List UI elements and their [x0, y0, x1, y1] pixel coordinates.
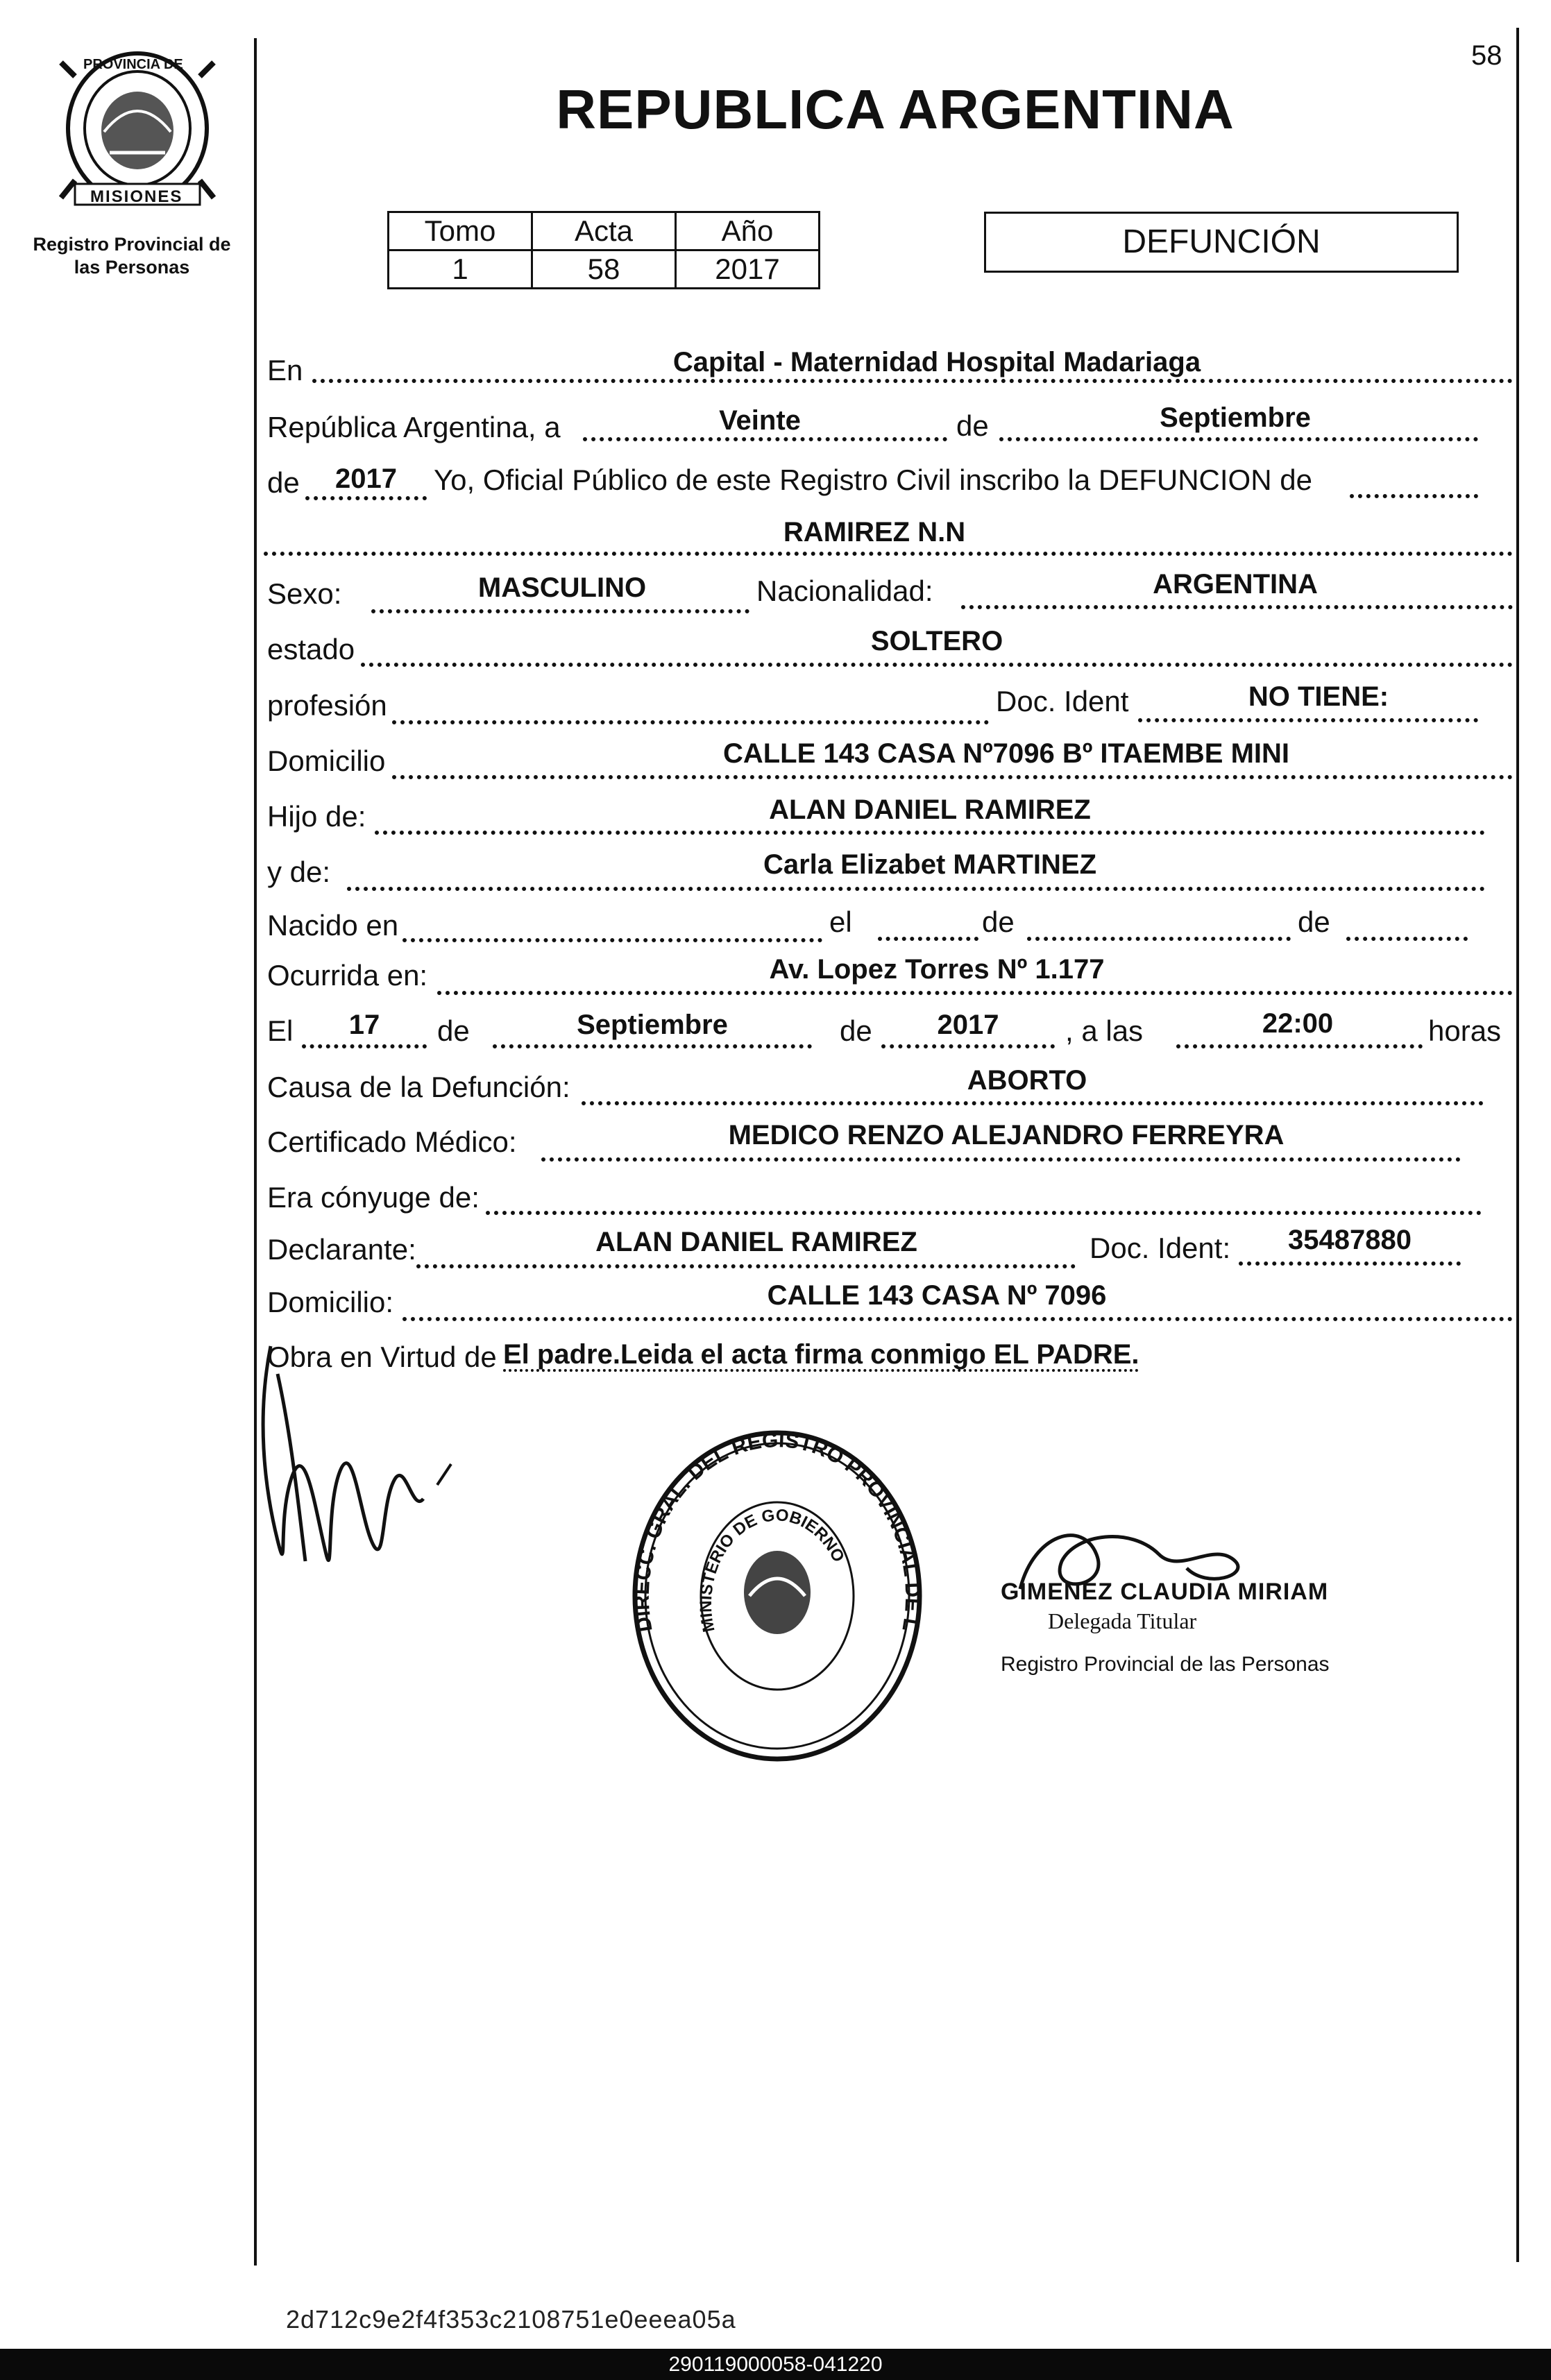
tomo-acta-anio-table — [387, 211, 820, 289]
en-label: En — [267, 354, 303, 386]
dotted-line — [541, 1157, 1461, 1162]
dotted-line — [312, 379, 1513, 383]
el-label: el — [829, 906, 852, 938]
signatory-org: Registro Provincial de las Personas — [1001, 1653, 1330, 1676]
page-title: REPUBLICA ARGENTINA — [556, 78, 1235, 140]
dotted-line — [371, 609, 749, 613]
ocurrida-value: Av. Lopez Torres Nº 1.177 — [769, 954, 1105, 985]
handwritten-signature-left — [250, 1332, 472, 1596]
dotted-line — [305, 496, 427, 500]
el-cap-label: El — [267, 1014, 294, 1047]
y-de-label: y de: — [267, 856, 331, 888]
hijo-label: Hijo de: — [267, 800, 366, 833]
oficial-text: Yo, Oficial Público de este Registro Civil inscribo la DEFUNCION de — [434, 464, 1312, 496]
domicilio-label: Domicilio — [267, 745, 386, 777]
dotted-line — [1027, 937, 1291, 941]
dotted-line — [493, 1044, 812, 1048]
dotted-line — [264, 552, 1513, 556]
dotted-line — [302, 1044, 427, 1048]
declarante-label: Declarante: — [267, 1233, 416, 1266]
signatory-name: GIMENEZ CLAUDIA MIRIAM — [1001, 1579, 1329, 1605]
dotted-line — [1346, 937, 1468, 941]
stamp-outer-text: DIRECC. GRAL. DEL REGISTRO PROVINCIAL DE LAS PERSONAS — [616, 1404, 924, 1634]
death-time-value: 22:00 — [1262, 1008, 1334, 1039]
left-margin-line — [254, 38, 257, 2266]
deceased-name-value: RAMIREZ N.N — [783, 517, 966, 547]
domicilio2-label: Domicilio: — [267, 1286, 394, 1318]
place-value: Capital - Maternidad Hospital Madariaga — [672, 347, 1201, 377]
certificado-label: Certificado Médico: — [267, 1125, 517, 1158]
right-margin-line — [1516, 28, 1519, 2262]
nacionalidad-label: Nacionalidad: — [756, 575, 933, 607]
mother-value: Carla Elizabet MARTINEZ — [763, 849, 1097, 880]
day-text-value: Veinte — [719, 405, 801, 436]
dotted-line — [961, 605, 1513, 609]
month-text-value: Septiembre — [1160, 402, 1311, 433]
year-value: 2017 — [335, 464, 397, 494]
ocurrida-label: Ocurrida en: — [267, 959, 428, 992]
doc-ident2-label: Doc. Ident: — [1090, 1232, 1231, 1264]
dotted-line — [999, 437, 1478, 441]
record-type-box: DEFUNCIÓN — [984, 212, 1459, 273]
de-label: de — [956, 409, 989, 442]
nacido-de-label-2: de — [1298, 906, 1330, 938]
seal-top-text: PROVINCIA DE — [83, 57, 183, 72]
death-day-value: 17 — [348, 1010, 380, 1040]
causa-value: ABORTO — [967, 1065, 1087, 1096]
death-de-label-2: de — [840, 1014, 872, 1047]
dotted-line — [375, 831, 1485, 835]
obra-value: El padre.Leida el acta firma conmigo EL PADRE. — [503, 1339, 1139, 1370]
dotted-line — [1176, 1044, 1423, 1048]
footer-code: 290119000058-041220 — [0, 2349, 1551, 2380]
death-year-value: 2017 — [937, 1010, 999, 1040]
father-value: ALAN DANIEL RAMIREZ — [769, 794, 1091, 825]
nacido-label: Nacido en — [267, 909, 399, 942]
obra-label: Obra en Virtud de — [267, 1341, 497, 1373]
nacionalidad-value: ARGENTINA — [1153, 569, 1318, 600]
official-stamp — [616, 1404, 930, 1769]
dotted-line — [402, 1317, 1513, 1321]
dotted-line — [347, 887, 1485, 891]
dotted-line — [361, 663, 1513, 667]
dotted-line — [1138, 718, 1478, 722]
sexo-value: MASCULINO — [477, 572, 647, 603]
dotted-line — [392, 720, 989, 724]
estado-value: SOLTERO — [870, 626, 1003, 656]
dotted-line — [486, 1211, 1482, 1215]
dotted-line — [402, 938, 822, 942]
declarante-value: ALAN DANIEL RAMIREZ — [595, 1227, 917, 1257]
dotted-line — [416, 1264, 1076, 1268]
death-de-label: de — [437, 1014, 470, 1047]
anio-value: 2017 — [676, 250, 820, 289]
doc-ident-label: Doc. Ident — [996, 685, 1129, 717]
year-prefix-label: de — [267, 466, 300, 499]
death-month-value: Septiembre — [577, 1010, 728, 1040]
doc-ident-value: NO TIENE: — [1248, 681, 1389, 712]
dotted-line — [583, 437, 947, 441]
horas-label: horas — [1428, 1014, 1502, 1047]
sexo-label: Sexo: — [267, 577, 342, 610]
document-hash: 2d712c9e2f4f353c2108751e0eeea05a — [286, 2305, 736, 2334]
seal-bottom-text: MISIONES — [90, 187, 183, 206]
dotted-line — [582, 1101, 1484, 1105]
stamp-inner-text: MINISTERIO DE GOBIERNO — [696, 1506, 848, 1634]
nacido-de-label: de — [982, 906, 1015, 938]
a-las-label: , a las — [1065, 1014, 1144, 1047]
estado-label: estado — [267, 633, 355, 665]
dotted-line — [881, 1044, 1055, 1048]
page-number: 58 — [1471, 40, 1502, 71]
acta-label: Acta — [532, 212, 676, 250]
signatory-role: Delegada Titular — [1048, 1608, 1197, 1633]
doc-ident2-value: 35487880 — [1288, 1225, 1412, 1255]
dotted-line — [437, 991, 1513, 995]
domicilio2-value: CALLE 143 CASA Nº 7096 — [767, 1280, 1107, 1311]
dotted-line — [878, 937, 978, 941]
tomo-value: 1 — [389, 250, 532, 289]
causa-label: Causa de la Defunción: — [267, 1071, 570, 1103]
dotted-line — [1239, 1261, 1461, 1266]
dotted-line — [1350, 494, 1478, 498]
domicilio-value: CALLE 143 CASA Nº7096 Bº ITAEMBE MINI — [722, 738, 1290, 769]
tomo-label: Tomo — [389, 212, 532, 250]
conyuge-label: Era cónyuge de: — [267, 1181, 480, 1214]
certificado-value: MEDICO RENZO ALEJANDRO FERREYRA — [728, 1120, 1285, 1150]
profesion-label: profesión — [267, 689, 387, 722]
anio-label: Año — [676, 212, 820, 250]
acta-value: 58 — [532, 250, 676, 289]
registry-caption: Registro Provincial de las Personas — [33, 234, 231, 278]
republic-label: República Argentina, a — [267, 411, 561, 443]
dotted-line — [392, 775, 1513, 779]
